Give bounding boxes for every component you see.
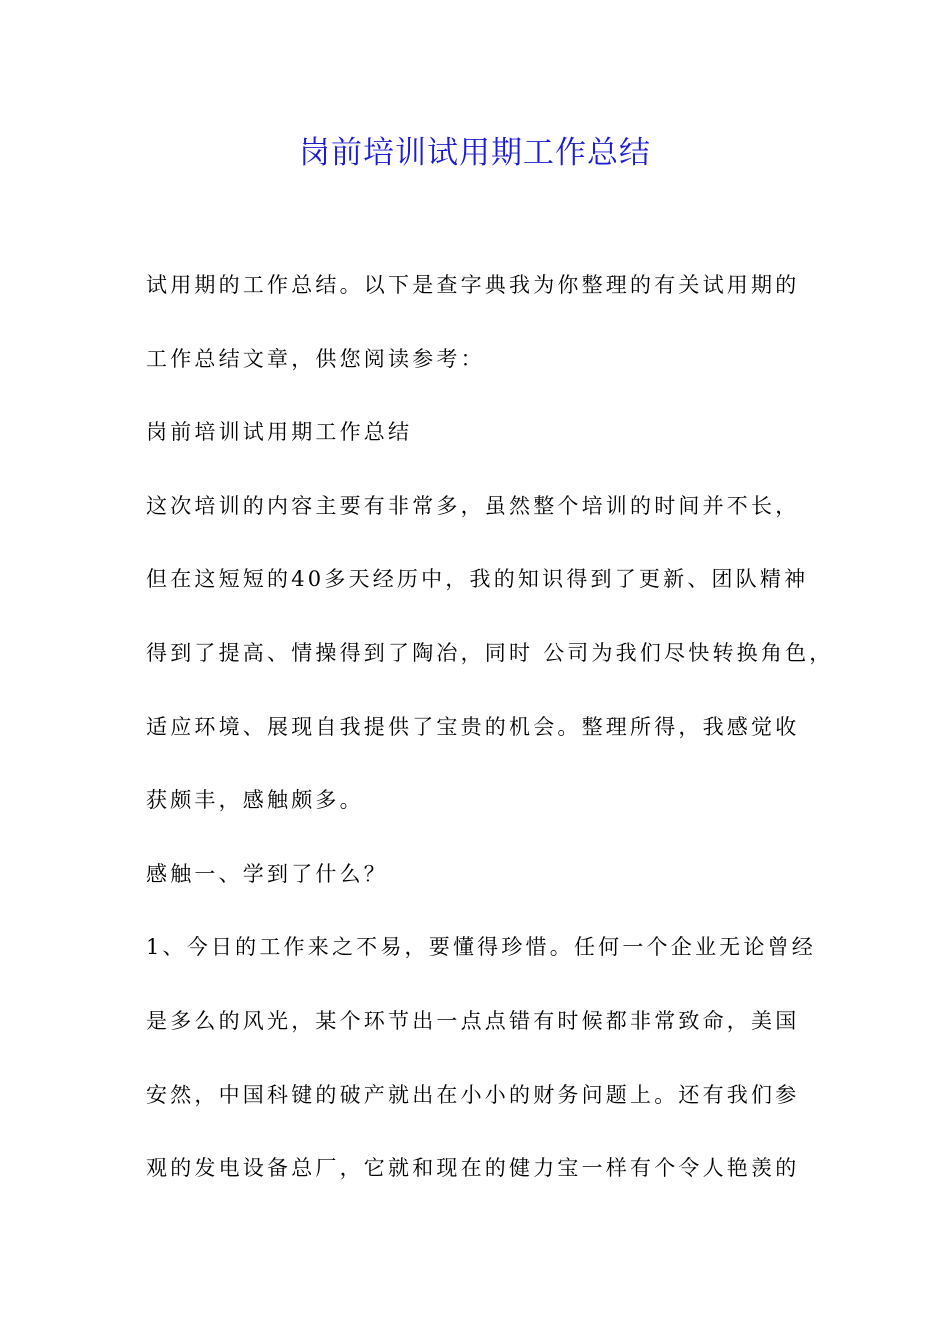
text-line: 观的发电设备总厂，它就和现在的健力宝一样有个令人艳羡的 — [146, 1156, 800, 1181]
text-line: 适应环境、展现自我提供了宝贵的机会。整理所得，我感觉收 — [146, 714, 800, 739]
document-body — [146, 263, 834, 1220]
text-line: 感触一、学到了什么？ — [146, 861, 388, 886]
text-line: 安然，中国科键的破产就出在小小的财务问题上。还有我们参 — [146, 1082, 800, 1107]
text-line: 试用期的工作总结。以下是查字典我为你整理的有关试用期的 — [146, 273, 800, 297]
text-line: 工作总结文章，供您阅读参考： — [146, 346, 485, 371]
text-line: 1、今日的工作来之不易，要懂得珍惜。任何一个企业无论曾经 — [146, 935, 816, 960]
text-line: 是多么的风光，某个环节出一点点错有时候都非常致命，美国 — [146, 1008, 800, 1033]
document-title: 岗前培训试用期工作总结 — [299, 135, 651, 171]
text-line: 得到了提高、情操得到了陶冶，同时 公司为我们尽快转换角色， — [146, 640, 834, 665]
text-line: 这次培训的内容主要有非常多，虽然整个培训的时间并不长， — [146, 493, 800, 518]
text-line: 获颇丰，感触颇多。 — [146, 788, 364, 813]
text-line: 岗前培训试用期工作总结 — [146, 420, 413, 445]
text-line: 但在这短短的40多天经历中，我的知识得到了更新、团队精神 — [146, 567, 809, 592]
